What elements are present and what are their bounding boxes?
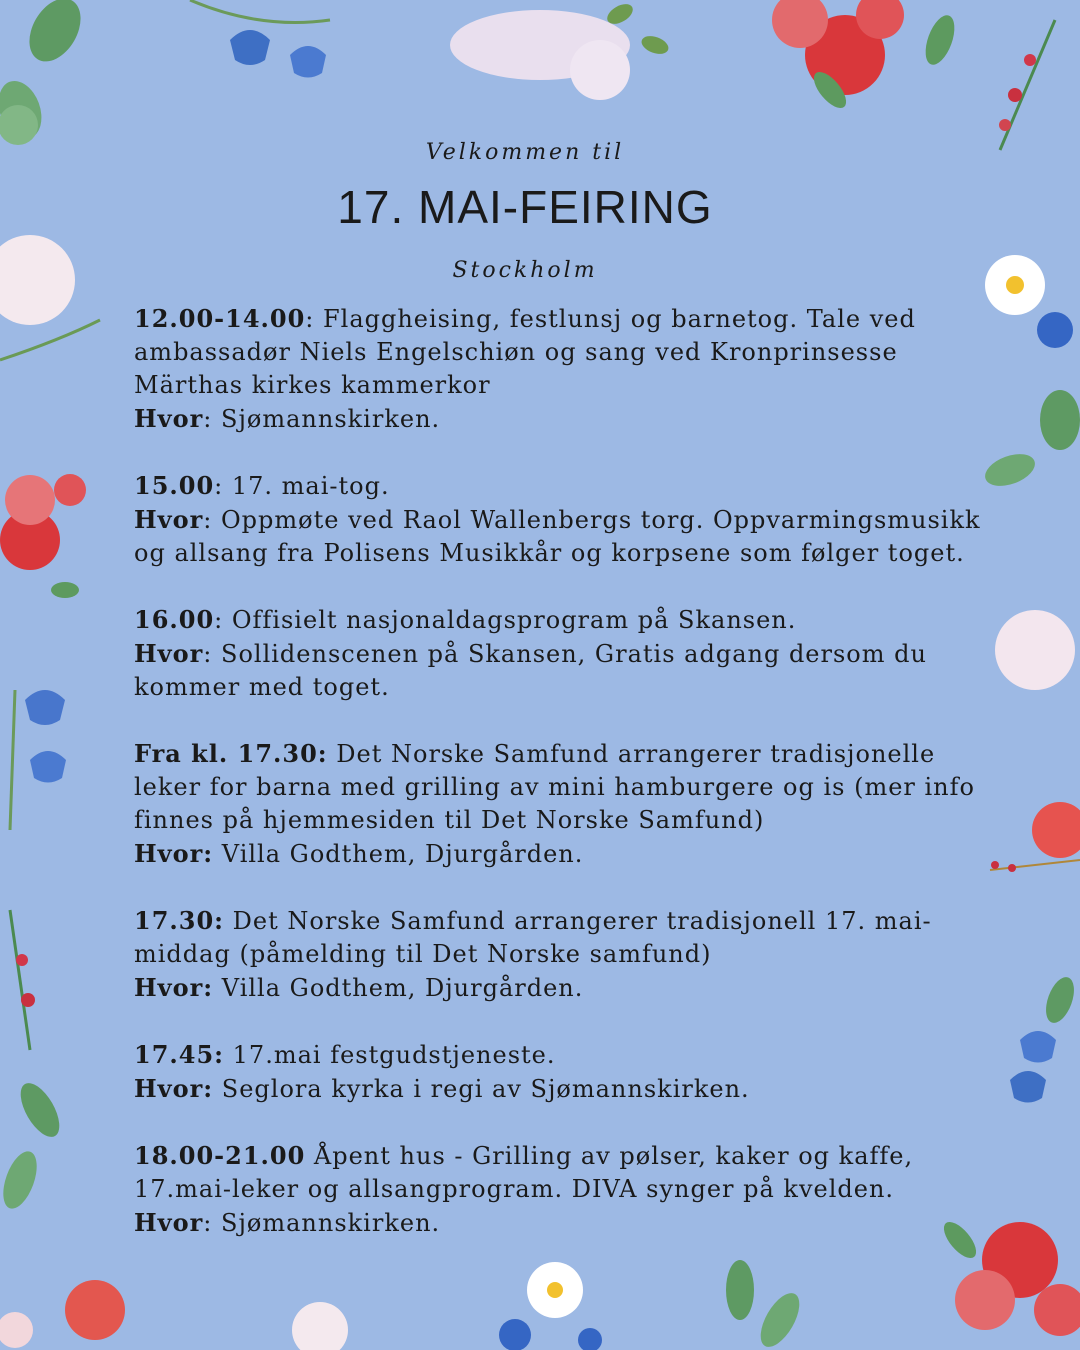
event-description: 17.mai festgudstjeneste.: [232, 1041, 556, 1069]
event-description: Det Norske Samfund arrangerer tradisjonelle leker for barna med grilling av mini hamburgere og is (mer info finnes på hjemmesiden til Det Norske Samfund): [134, 740, 975, 834]
event-where-label: Hvor:: [134, 973, 214, 1002]
event-where-label: Hvor: [134, 1208, 204, 1237]
event-item: [134, 1038, 994, 1106]
event-item: 12.00-14.00: Flaggheising, festlunsj og barnetog. Tale ved ambassadør Niels Engelschiøn og sang ved Kronprinsesse Märthas kirkes kammerkor Hvor: Sjømannskirken.: [134, 304, 916, 433]
event-location: Sollidenscenen på Skansen, Gratis adgang dersom du kommer med toget.: [134, 640, 927, 701]
event-where-label: Hvor: [134, 505, 204, 534]
event-time: 17.45:: [134, 1040, 225, 1069]
event-location: Sjømannskirken.: [221, 1209, 441, 1237]
page-title: 17. MAI-FEIRING: [337, 181, 713, 233]
event-item: 15.00: 17. mai-tog. Hvor: Oppmøte ved Raol Wallenbergs torg. Oppvarmingsmusikk og allsang fra Polisens Musikkår og korpsene som følger toget.: [134, 471, 981, 567]
event-time: 16.00: [134, 605, 215, 634]
event-time: 18.00-21.00: [134, 1141, 306, 1170]
event-item: 16.00: Offisielt nasjonaldagsprogram på Skansen. Hvor: Sollidenscenen på Skansen, Gratis adgang dersom du kommer med toget.: [134, 605, 927, 701]
event-location: Seglora kyrka i regi av Sjømannskirken.: [221, 1075, 750, 1103]
event-description: Flaggheising, festlunsj og barnetog. Tale ved ambassadør Niels Engelschiøn og sang ved Kronprinsesse Märthas kirkes kammerkor: [134, 305, 916, 399]
event-time: Fra kl. 17.30:: [134, 739, 328, 768]
welcome-text: Velkommen til: [425, 140, 625, 165]
event-location: Villa Godthem, Djurgården.: [221, 840, 584, 868]
event-location: Oppmøte ved Raol Wallenbergs torg. Oppvarmingsmusikk og allsang fra Polisens Musikkår og korpsene som følger toget.: [134, 506, 981, 567]
event-description: 17. mai-tog.: [231, 472, 390, 500]
event-location: Villa Godthem, Djurgården.: [221, 974, 584, 1002]
event-location: Sjømannskirken.: [221, 405, 441, 433]
event-item: [134, 737, 994, 871]
city-subtitle: Stockholm: [452, 258, 598, 283]
event-description: Åpent hus - Grilling av pølser, kaker og kaffe, 17.mai-leker og allsangprogram. DIVA synger på kvelden.: [134, 1142, 914, 1203]
event-description: Det Norske Samfund arrangerer tradisjonell 17. mai-middag (påmelding til Det Norske samfund): [134, 907, 932, 968]
event-time: 17.30:: [134, 906, 225, 935]
event-where-label: Hvor:: [134, 839, 214, 868]
event-item: 18.00-21.00 Åpent hus - Grilling av pølser, kaker og kaffe, 17.mai-leker og allsangprogram. DIVA synger på kvelden. Hvor: Sjømannskirken.: [134, 1141, 914, 1237]
event-where-label: Hvor:: [134, 1074, 214, 1103]
program-list: [134, 302, 994, 1273]
event-where-label: Hvor: [134, 639, 204, 668]
event-item: [134, 904, 994, 1005]
event-time: 15.00: [134, 471, 215, 500]
event-time: 12.00-14.00: [134, 304, 306, 333]
event-where-label: Hvor: [134, 404, 204, 433]
event-description: Offisielt nasjonaldagsprogram på Skansen.: [231, 606, 797, 634]
